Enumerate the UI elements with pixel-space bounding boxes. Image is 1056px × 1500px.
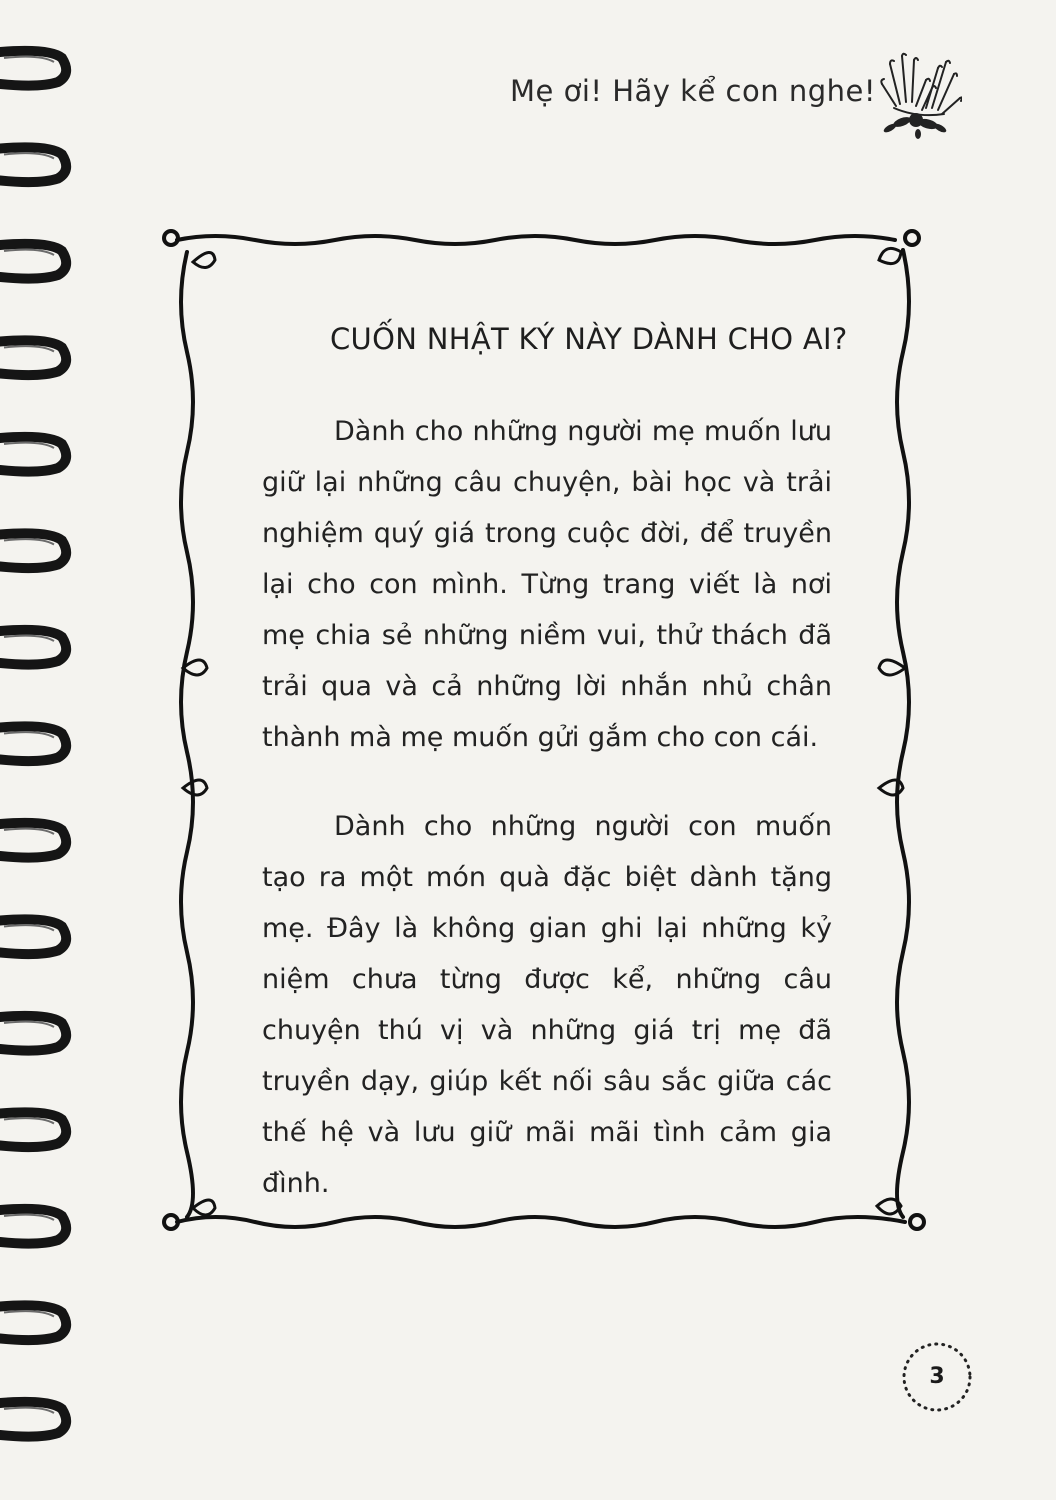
binding-ring-highlight	[4, 1408, 54, 1413]
binding-ring-highlight	[4, 1118, 54, 1123]
page-number-badge	[900, 1340, 974, 1414]
binding-ring-highlight	[4, 1022, 54, 1027]
binding-ring-highlight	[4, 539, 54, 544]
binding-ring-highlight	[4, 57, 54, 62]
binding-ring-highlight	[4, 346, 54, 351]
binding-ring-highlight	[4, 732, 54, 737]
hands-with-leaves-icon	[872, 44, 962, 140]
binding-ring-highlight	[4, 829, 54, 834]
binding-ring-highlight	[4, 1215, 54, 1220]
binding-ring-highlight	[4, 153, 54, 158]
binding-ring-highlight	[4, 925, 54, 930]
paragraph-for-children: Dành cho những người con muốn tạo ra một món quà đặc biệt dành tặng mẹ. Đây là không gian ghi lại những kỷ niệm chưa từng được kể, những câu chuyện thú vị và những giá trị mẹ đã truyền dạy, giúp kết nối sâu sắc giữa các thế hệ và lưu giữ mãi mãi tình cảm gia đình.	[262, 811, 832, 1199]
binding-ring-highlight	[4, 250, 54, 255]
binding-ring-highlight	[4, 443, 54, 448]
paragraph-for-mothers: Dành cho những người mẹ muốn lưu giữ lại những câu chuyện, bài học và trải nghiệm quý giá trong cuộc đời, để truyền lại cho con mình. Từng trang viết là nơi mẹ chia sẻ những niềm vui, thử thách đã trải qua và cả những lời nhắn nhủ chân thành mà mẹ muốn gửi gắm cho con cái.	[262, 416, 832, 753]
section-title: CUỐN NHẬT KÝ NÀY DÀNH CHO AI?	[330, 322, 848, 356]
binding-ring-highlight	[4, 636, 54, 641]
binding-ring-highlight	[4, 1311, 54, 1316]
header-title: Mẹ ơi! Hãy kể con nghe!	[510, 74, 876, 108]
page-number: 3	[929, 1364, 945, 1389]
spiral-binding-icon	[0, 0, 90, 1500]
